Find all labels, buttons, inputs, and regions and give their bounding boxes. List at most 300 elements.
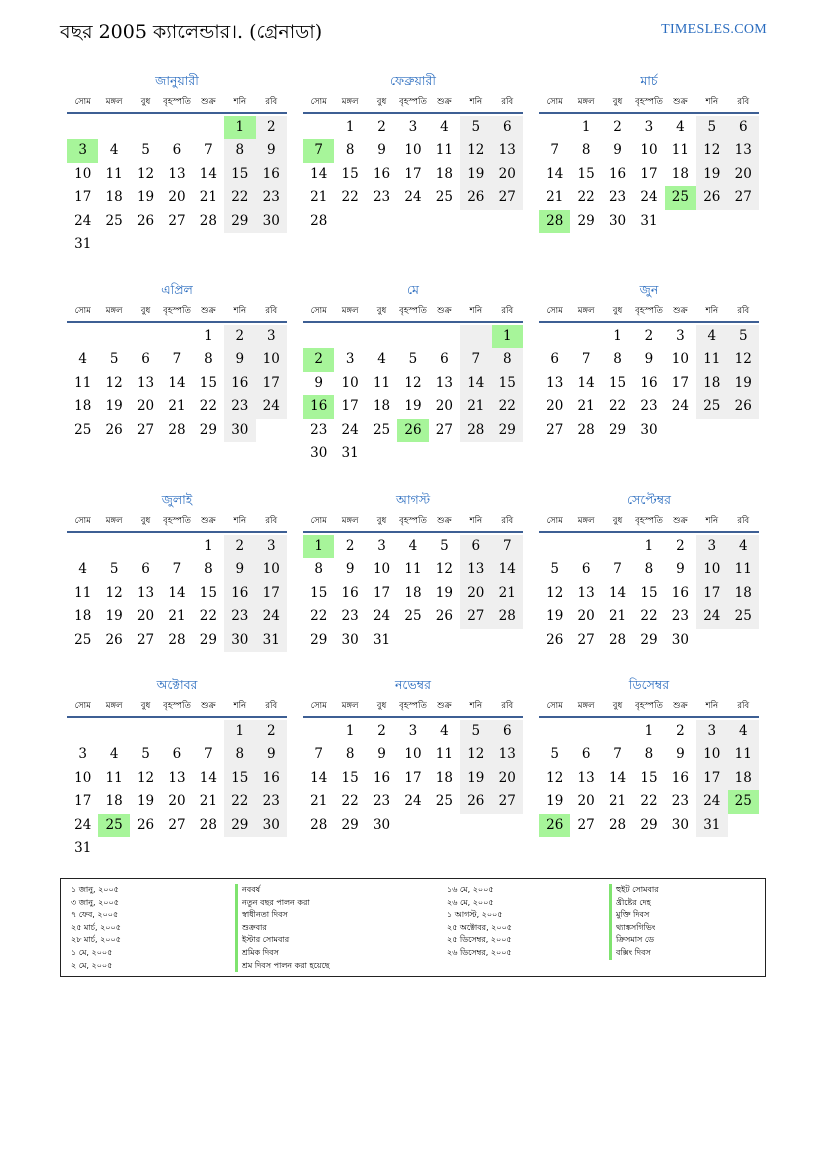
day-cell[interactable]: 29 xyxy=(224,210,255,233)
day-cell[interactable]: 7 xyxy=(460,348,491,371)
day-cell[interactable]: 15 xyxy=(608,374,627,391)
day-cell[interactable]: 10 xyxy=(671,351,689,368)
day-cell[interactable]: 30 xyxy=(372,816,391,833)
day-cell[interactable]: 31 xyxy=(696,814,727,837)
day-cell[interactable]: 4 xyxy=(728,535,759,558)
day-cell[interactable]: 9 xyxy=(613,142,622,159)
day-cell[interactable]: 18 xyxy=(105,189,123,206)
day-cell[interactable]: 6 xyxy=(492,720,523,743)
day-cell[interactable]: 24 xyxy=(696,790,727,813)
day-cell[interactable]: 26 xyxy=(136,212,155,229)
day-cell[interactable]: 10 xyxy=(640,142,658,159)
day-cell[interactable]: 16 xyxy=(303,395,334,418)
day-cell[interactable]: 16 xyxy=(640,374,658,391)
day-cell[interactable]: 5 xyxy=(440,538,449,554)
day-cell[interactable]: 24 xyxy=(341,421,359,438)
day-cell[interactable]: 7 xyxy=(204,746,213,763)
day-cell[interactable]: 8 xyxy=(314,561,323,578)
day-cell[interactable]: 21 xyxy=(168,608,186,625)
day-cell[interactable]: 4 xyxy=(408,538,418,554)
day-cell[interactable]: 12 xyxy=(105,374,123,391)
day-cell[interactable]: 24 xyxy=(640,189,658,206)
day-cell[interactable]: 8 xyxy=(224,139,255,162)
day-cell[interactable]: 6 xyxy=(460,535,491,558)
day-cell[interactable]: 26 xyxy=(460,790,491,813)
day-cell[interactable]: 29 xyxy=(640,631,658,648)
day-cell[interactable]: 25 xyxy=(435,189,453,206)
day-cell[interactable]: 29 xyxy=(341,816,359,833)
day-cell[interactable]: 15 xyxy=(492,372,523,395)
day-cell[interactable]: 7 xyxy=(204,142,213,159)
day-cell[interactable]: 20 xyxy=(136,398,155,415)
day-cell[interactable]: 20 xyxy=(577,608,595,625)
day-cell[interactable]: 18 xyxy=(74,398,92,415)
day-cell[interactable]: 23 xyxy=(224,605,255,628)
day-cell[interactable]: 5 xyxy=(696,116,727,139)
day-cell[interactable]: 17 xyxy=(341,398,359,415)
day-cell[interactable]: 6 xyxy=(550,351,559,368)
day-cell[interactable]: 22 xyxy=(492,395,523,418)
day-cell[interactable]: 5 xyxy=(109,561,119,578)
day-cell[interactable]: 30 xyxy=(640,421,658,438)
day-cell[interactable]: 3 xyxy=(676,328,685,344)
day-cell[interactable]: 9 xyxy=(676,561,685,578)
day-cell[interactable]: 19 xyxy=(136,189,155,206)
day-cell[interactable]: 29 xyxy=(199,631,217,648)
day-cell[interactable]: 11 xyxy=(728,743,759,766)
day-cell[interactable]: 5 xyxy=(550,746,559,763)
day-cell[interactable]: 30 xyxy=(341,631,359,648)
day-cell[interactable]: 31 xyxy=(640,212,658,229)
day-cell[interactable]: 1 xyxy=(345,723,355,739)
day-cell[interactable]: 1 xyxy=(644,723,654,739)
day-cell[interactable]: 15 xyxy=(224,163,255,186)
day-cell[interactable]: 29 xyxy=(608,421,627,438)
day-cell[interactable]: 28 xyxy=(168,421,186,438)
day-cell[interactable]: 15 xyxy=(640,769,658,786)
day-cell[interactable]: 14 xyxy=(608,769,627,786)
day-cell[interactable]: 2 xyxy=(256,720,287,743)
day-cell[interactable]: 22 xyxy=(341,189,359,206)
day-cell[interactable]: 26 xyxy=(105,631,123,648)
day-cell[interactable]: 3 xyxy=(644,119,654,135)
day-cell[interactable]: 30 xyxy=(608,212,627,229)
day-cell[interactable]: 8 xyxy=(224,743,255,766)
day-cell[interactable]: 2 xyxy=(613,119,622,135)
day-cell[interactable]: 28 xyxy=(168,631,186,648)
day-cell[interactable]: 25 xyxy=(372,421,391,438)
day-cell[interactable]: 18 xyxy=(435,165,453,182)
day-cell[interactable]: 11 xyxy=(435,142,453,159)
day-cell[interactable]: 29 xyxy=(199,421,217,438)
day-cell[interactable]: 5 xyxy=(408,351,418,368)
day-cell[interactable]: 12 xyxy=(546,769,564,786)
day-cell[interactable]: 8 xyxy=(345,142,355,159)
day-cell[interactable]: 10 xyxy=(404,746,422,763)
day-cell[interactable]: 21 xyxy=(168,398,186,415)
day-cell[interactable]: 20 xyxy=(136,608,155,625)
day-cell[interactable]: 10 xyxy=(372,561,391,578)
day-cell[interactable]: 21 xyxy=(199,793,217,810)
day-cell[interactable]: 26 xyxy=(728,395,759,418)
day-cell[interactable]: 1 xyxy=(644,538,654,554)
day-cell[interactable]: 13 xyxy=(435,374,453,391)
day-cell[interactable]: 24 xyxy=(696,605,727,628)
day-cell[interactable]: 13 xyxy=(136,374,155,391)
day-cell[interactable]: 3 xyxy=(408,723,418,739)
day-cell[interactable]: 5 xyxy=(728,325,759,348)
day-cell[interactable]: 4 xyxy=(728,720,759,743)
day-cell[interactable]: 19 xyxy=(105,608,123,625)
day-cell[interactable]: 31 xyxy=(256,629,287,652)
day-cell[interactable]: 2 xyxy=(224,325,255,348)
day-cell[interactable]: 21 xyxy=(310,793,328,810)
day-cell[interactable]: 16 xyxy=(256,163,287,186)
day-cell[interactable]: 18 xyxy=(728,582,759,605)
day-cell[interactable]: 8 xyxy=(644,561,654,578)
day-cell[interactable]: 22 xyxy=(608,398,627,415)
day-cell[interactable]: 8 xyxy=(492,348,523,371)
day-cell[interactable]: 13 xyxy=(728,139,759,162)
day-cell[interactable]: 18 xyxy=(671,165,689,182)
day-cell[interactable]: 27 xyxy=(728,186,759,209)
day-cell[interactable]: 22 xyxy=(224,186,255,209)
day-cell[interactable]: 13 xyxy=(577,584,595,601)
day-cell[interactable]: 31 xyxy=(372,631,391,648)
day-cell[interactable]: 19 xyxy=(136,793,155,810)
day-cell[interactable]: 25 xyxy=(74,421,92,438)
day-cell[interactable]: 12 xyxy=(136,165,155,182)
day-cell[interactable]: 25 xyxy=(105,212,123,229)
day-cell[interactable]: 28 xyxy=(199,212,217,229)
day-cell[interactable]: 17 xyxy=(256,582,287,605)
day-cell[interactable]: 14 xyxy=(168,374,186,391)
day-cell[interactable]: 16 xyxy=(671,584,689,601)
day-cell[interactable]: 23 xyxy=(341,608,359,625)
day-cell[interactable]: 20 xyxy=(577,793,595,810)
day-cell[interactable]: 28 xyxy=(539,210,570,233)
day-cell[interactable]: 27 xyxy=(168,212,186,229)
day-cell[interactable]: 30 xyxy=(256,814,287,837)
day-cell[interactable]: 30 xyxy=(310,444,328,461)
day-cell[interactable]: 7 xyxy=(613,561,622,578)
day-cell[interactable]: 16 xyxy=(341,584,359,601)
day-cell[interactable]: 3 xyxy=(256,535,287,558)
day-cell[interactable]: 28 xyxy=(199,816,217,833)
day-cell[interactable]: 11 xyxy=(728,558,759,581)
day-cell[interactable]: 18 xyxy=(696,372,727,395)
day-cell[interactable]: 16 xyxy=(372,165,391,182)
day-cell[interactable]: 5 xyxy=(550,561,559,578)
day-cell[interactable]: 17 xyxy=(640,165,658,182)
day-cell[interactable]: 10 xyxy=(74,769,92,786)
day-cell[interactable]: 9 xyxy=(256,743,287,766)
day-cell[interactable]: 24 xyxy=(74,212,92,229)
day-cell[interactable]: 18 xyxy=(435,769,453,786)
day-cell[interactable]: 13 xyxy=(168,165,186,182)
day-cell[interactable]: 4 xyxy=(109,746,119,763)
day-cell[interactable]: 12 xyxy=(460,743,491,766)
day-cell[interactable]: 27 xyxy=(136,631,155,648)
day-cell[interactable]: 3 xyxy=(256,325,287,348)
day-cell[interactable]: 6 xyxy=(581,561,591,578)
day-cell[interactable]: 30 xyxy=(224,629,255,652)
day-cell[interactable]: 8 xyxy=(204,561,213,578)
day-cell[interactable]: 12 xyxy=(460,139,491,162)
day-cell[interactable]: 17 xyxy=(372,584,391,601)
day-cell[interactable]: 30 xyxy=(256,210,287,233)
day-cell[interactable]: 15 xyxy=(577,165,595,182)
day-cell[interactable]: 1 xyxy=(224,720,255,743)
day-cell[interactable]: 13 xyxy=(168,769,186,786)
day-cell[interactable]: 22 xyxy=(224,790,255,813)
day-cell[interactable]: 15 xyxy=(310,584,328,601)
day-cell[interactable]: 3 xyxy=(67,139,98,162)
day-cell[interactable]: 16 xyxy=(608,165,627,182)
day-cell[interactable]: 23 xyxy=(256,186,287,209)
day-cell[interactable]: 11 xyxy=(435,746,453,763)
day-cell[interactable]: 5 xyxy=(141,142,150,159)
day-cell[interactable]: 6 xyxy=(141,351,150,368)
day-cell[interactable]: 7 xyxy=(581,351,591,368)
day-cell[interactable]: 26 xyxy=(696,186,727,209)
day-cell[interactable]: 20 xyxy=(728,163,759,186)
day-cell[interactable]: 16 xyxy=(224,582,255,605)
day-cell[interactable]: 5 xyxy=(141,746,150,763)
day-cell[interactable]: 12 xyxy=(404,374,422,391)
day-cell[interactable]: 10 xyxy=(256,558,287,581)
day-cell[interactable]: 10 xyxy=(404,142,422,159)
day-cell[interactable]: 12 xyxy=(696,139,727,162)
day-cell[interactable]: 3 xyxy=(408,119,418,135)
day-cell[interactable]: 13 xyxy=(460,558,491,581)
day-cell[interactable]: 24 xyxy=(404,189,422,206)
day-cell[interactable]: 30 xyxy=(671,816,689,833)
day-cell[interactable]: 23 xyxy=(372,189,391,206)
day-cell[interactable]: 26 xyxy=(539,814,570,837)
day-cell[interactable]: 14 xyxy=(310,165,328,182)
day-cell[interactable]: 20 xyxy=(492,767,523,790)
day-cell[interactable]: 8 xyxy=(345,746,355,763)
day-cell[interactable]: 28 xyxy=(310,212,328,229)
day-cell[interactable]: 11 xyxy=(74,374,92,391)
day-cell[interactable]: 10 xyxy=(74,165,92,182)
day-cell[interactable]: 27 xyxy=(577,631,595,648)
day-cell[interactable]: 25 xyxy=(665,186,696,209)
day-cell[interactable]: 12 xyxy=(136,769,155,786)
day-cell[interactable]: 2 xyxy=(377,119,386,135)
day-cell[interactable]: 20 xyxy=(492,163,523,186)
day-cell[interactable]: 20 xyxy=(546,398,564,415)
day-cell[interactable]: 3 xyxy=(696,720,727,743)
day-cell[interactable]: 26 xyxy=(435,608,453,625)
day-cell[interactable]: 2 xyxy=(676,538,685,554)
day-cell[interactable]: 27 xyxy=(492,790,523,813)
day-cell[interactable]: 21 xyxy=(546,189,564,206)
day-cell[interactable]: 14 xyxy=(310,769,328,786)
day-cell[interactable]: 26 xyxy=(136,816,155,833)
day-cell[interactable]: 29 xyxy=(640,816,658,833)
day-cell[interactable]: 15 xyxy=(341,769,359,786)
day-cell[interactable]: 23 xyxy=(640,398,658,415)
day-cell[interactable]: 17 xyxy=(404,769,422,786)
day-cell[interactable]: 20 xyxy=(460,582,491,605)
day-cell[interactable]: 16 xyxy=(671,769,689,786)
day-cell[interactable]: 17 xyxy=(404,165,422,182)
day-cell[interactable]: 2 xyxy=(303,348,334,371)
day-cell[interactable]: 21 xyxy=(310,189,328,206)
day-cell[interactable]: 18 xyxy=(372,398,391,415)
day-cell[interactable]: 28 xyxy=(492,605,523,628)
day-cell[interactable]: 27 xyxy=(168,816,186,833)
day-cell[interactable]: 18 xyxy=(404,584,422,601)
day-cell[interactable]: 26 xyxy=(460,186,491,209)
day-cell[interactable]: 4 xyxy=(696,325,727,348)
day-cell[interactable]: 2 xyxy=(377,723,386,739)
day-cell[interactable]: 3 xyxy=(78,746,87,763)
day-cell[interactable]: 22 xyxy=(199,398,217,415)
day-cell[interactable]: 1 xyxy=(224,116,255,139)
day-cell[interactable]: 12 xyxy=(546,584,564,601)
day-cell[interactable]: 9 xyxy=(224,558,255,581)
day-cell[interactable]: 18 xyxy=(74,608,92,625)
day-cell[interactable]: 23 xyxy=(671,793,689,810)
day-cell[interactable]: 7 xyxy=(550,142,559,159)
day-cell[interactable]: 7 xyxy=(492,535,523,558)
day-cell[interactable]: 22 xyxy=(640,793,658,810)
day-cell[interactable]: 23 xyxy=(608,189,627,206)
day-cell[interactable]: 15 xyxy=(199,374,217,391)
day-cell[interactable]: 28 xyxy=(608,816,627,833)
day-cell[interactable]: 11 xyxy=(74,584,92,601)
day-cell[interactable]: 8 xyxy=(613,351,622,368)
day-cell[interactable]: 27 xyxy=(136,421,155,438)
day-cell[interactable]: 3 xyxy=(377,538,386,554)
day-cell[interactable]: 6 xyxy=(728,116,759,139)
day-cell[interactable]: 4 xyxy=(440,119,449,135)
day-cell[interactable]: 25 xyxy=(435,793,453,810)
day-cell[interactable]: 11 xyxy=(671,142,689,159)
day-cell[interactable]: 19 xyxy=(460,767,491,790)
day-cell[interactable]: 3 xyxy=(345,351,355,368)
day-cell[interactable]: 5 xyxy=(109,351,119,368)
day-cell[interactable]: 13 xyxy=(492,743,523,766)
day-cell[interactable]: 29 xyxy=(224,814,255,837)
day-cell[interactable]: 19 xyxy=(546,793,564,810)
day-cell[interactable]: 21 xyxy=(577,398,595,415)
day-cell[interactable]: 14 xyxy=(199,769,217,786)
day-cell[interactable]: 24 xyxy=(256,605,287,628)
day-cell[interactable]: 16 xyxy=(372,769,391,786)
day-cell[interactable]: 20 xyxy=(168,189,186,206)
day-cell[interactable]: 3 xyxy=(696,535,727,558)
day-cell[interactable]: 17 xyxy=(74,189,92,206)
day-cell[interactable]: 25 xyxy=(98,814,129,837)
day-cell[interactable]: 14 xyxy=(492,558,523,581)
day-cell[interactable]: 16 xyxy=(224,372,255,395)
day-cell[interactable]: 6 xyxy=(172,142,182,159)
day-cell[interactable]: 6 xyxy=(172,746,182,763)
day-cell[interactable]: 19 xyxy=(728,372,759,395)
day-cell[interactable]: 2 xyxy=(224,535,255,558)
day-cell[interactable]: 4 xyxy=(109,142,119,159)
day-cell[interactable]: 12 xyxy=(105,584,123,601)
day-cell[interactable]: 10 xyxy=(256,348,287,371)
day-cell[interactable]: 26 xyxy=(546,631,564,648)
day-cell[interactable]: 27 xyxy=(460,605,491,628)
day-cell[interactable]: 1 xyxy=(345,119,355,135)
day-cell[interactable]: 12 xyxy=(435,561,453,578)
day-cell[interactable]: 1 xyxy=(581,119,591,135)
day-cell[interactable]: 16 xyxy=(256,767,287,790)
day-cell[interactable]: 1 xyxy=(204,328,213,344)
day-cell[interactable]: 26 xyxy=(105,421,123,438)
day-cell[interactable]: 6 xyxy=(440,351,449,368)
day-cell[interactable]: 13 xyxy=(546,374,564,391)
day-cell[interactable]: 30 xyxy=(671,631,689,648)
day-cell[interactable]: 14 xyxy=(546,165,564,182)
day-cell[interactable]: 29 xyxy=(577,212,595,229)
day-cell[interactable]: 25 xyxy=(728,605,759,628)
day-cell[interactable]: 17 xyxy=(74,793,92,810)
day-cell[interactable]: 14 xyxy=(199,165,217,182)
day-cell[interactable]: 28 xyxy=(577,421,595,438)
day-cell[interactable]: 5 xyxy=(460,116,491,139)
day-cell[interactable]: 31 xyxy=(341,444,359,461)
day-cell[interactable]: 27 xyxy=(492,186,523,209)
site-logo[interactable]: TIMESLES.COM xyxy=(661,22,767,37)
day-cell[interactable]: 22 xyxy=(640,608,658,625)
day-cell[interactable]: 2 xyxy=(345,538,355,554)
day-cell[interactable]: 12 xyxy=(728,348,759,371)
day-cell[interactable]: 27 xyxy=(435,421,453,438)
day-cell[interactable]: 8 xyxy=(204,351,213,368)
day-cell[interactable]: 4 xyxy=(78,561,87,578)
day-cell[interactable]: 30 xyxy=(224,419,255,442)
day-cell[interactable]: 19 xyxy=(460,163,491,186)
day-cell[interactable]: 9 xyxy=(345,561,355,578)
day-cell[interactable]: 23 xyxy=(671,608,689,625)
day-cell[interactable]: 6 xyxy=(141,561,150,578)
day-cell[interactable]: 7 xyxy=(613,746,622,763)
day-cell[interactable]: 24 xyxy=(404,793,422,810)
day-cell[interactable]: 11 xyxy=(696,348,727,371)
day-cell[interactable]: 18 xyxy=(728,767,759,790)
day-cell[interactable]: 2 xyxy=(256,116,287,139)
day-cell[interactable]: 13 xyxy=(136,584,155,601)
day-cell[interactable]: 29 xyxy=(310,631,328,648)
day-cell[interactable]: 7 xyxy=(172,351,182,368)
day-cell[interactable]: 9 xyxy=(314,374,323,391)
day-cell[interactable]: 4 xyxy=(78,351,87,368)
day-cell[interactable]: 1 xyxy=(303,535,334,558)
day-cell[interactable]: 9 xyxy=(256,139,287,162)
day-cell[interactable]: 19 xyxy=(546,608,564,625)
day-cell[interactable]: 31 xyxy=(74,235,92,252)
day-cell[interactable]: 28 xyxy=(310,816,328,833)
day-cell[interactable]: 24 xyxy=(372,608,391,625)
day-cell[interactable]: 10 xyxy=(341,374,359,391)
day-cell[interactable]: 9 xyxy=(224,348,255,371)
day-cell[interactable]: 23 xyxy=(224,395,255,418)
day-cell[interactable]: 15 xyxy=(640,584,658,601)
day-cell[interactable]: 25 xyxy=(404,608,422,625)
day-cell[interactable]: 5 xyxy=(460,720,491,743)
day-cell[interactable]: 11 xyxy=(404,561,422,578)
day-cell[interactable]: 17 xyxy=(256,372,287,395)
day-cell[interactable]: 7 xyxy=(314,746,323,763)
day-cell[interactable]: 4 xyxy=(377,351,386,368)
